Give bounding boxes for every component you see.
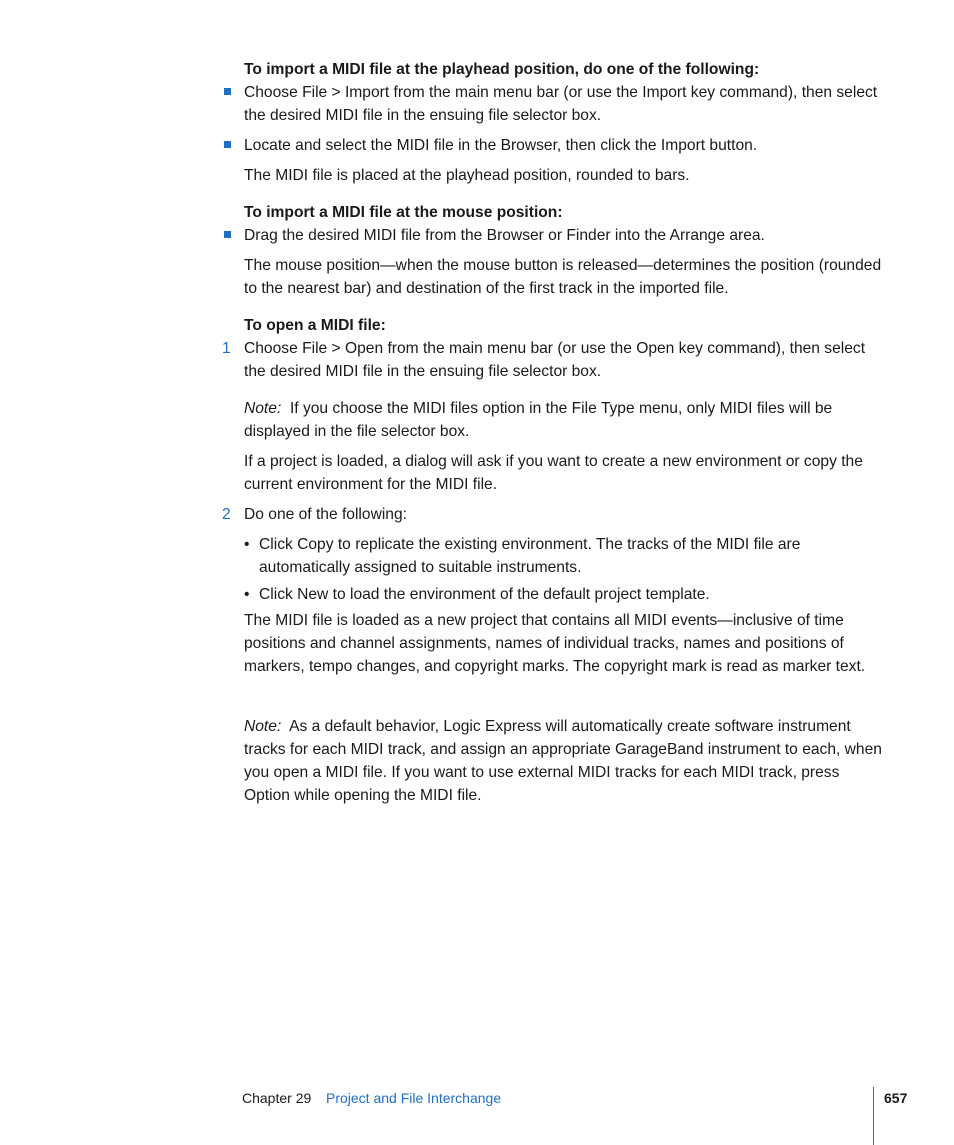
- note-text: As a default behavior, Logic Express will automatically create software instrument tracks for each MIDI track, and assign an appropriate GarageBand instrument to each, when you open a MIDI file. If you want to use external MIDI tracks for each MIDI track, press Option while opening the MIDI file.: [244, 718, 882, 804]
- step-number: 2: [222, 506, 231, 523]
- footer-chapter-title: Project and File Interchange: [326, 1090, 502, 1106]
- sub-bullet-dot: •: [244, 536, 250, 553]
- step-number: 1: [222, 340, 231, 357]
- list-item: Drag the desired MIDI file from the Browser or Finder into the Arrange area.: [244, 227, 765, 244]
- bullet-square-icon: [224, 88, 231, 95]
- page-number: 657: [884, 1090, 908, 1106]
- bullet-square-icon: [224, 231, 231, 238]
- sub-list-item: Click Copy to replicate the existing environment. The tracks of the MIDI file are automatically assigned to suitable instruments.: [259, 536, 801, 576]
- note-label: Note:: [244, 718, 282, 735]
- footer-divider: [873, 1087, 874, 1145]
- loaded-text: The MIDI file is loaded as a new project that contains all MIDI events—inclusive of time positions and channel assignments, names of individual tracks, names and positions of markers, tempo changes, and copyright marks. The copyright mark is read as marker text.: [244, 612, 866, 675]
- result-text: The mouse position—when the mouse button is released—determines the position (rounded to the nearest bar) and destination of the first track in the imported file.: [244, 257, 882, 297]
- bullet-square-icon: [224, 141, 231, 148]
- heading-import-playhead: To import a MIDI file at the playhead position, do one of the following:: [244, 61, 760, 78]
- list-item: Choose File > Import from the main menu bar (or use the Import key command), then select the desired MIDI file in the ensuing file selector box.: [244, 84, 878, 124]
- sub-list-item: Click New to load the environment of the default project template.: [259, 586, 710, 603]
- step-text: Do one of the following:: [244, 506, 407, 523]
- note-text: If you choose the MIDI files option in the File Type menu, only MIDI files will be displayed in the file selector box.: [244, 400, 833, 440]
- note-paragraph: [244, 397, 884, 443]
- heading-import-mouse: To import a MIDI file at the mouse position:: [244, 204, 563, 221]
- result-text: The MIDI file is placed at the playhead position, rounded to bars.: [244, 167, 690, 184]
- step-text: Choose File > Open from the main menu bar (or use the Open key command), then select the desired MIDI file in the ensuing file selector box.: [244, 340, 866, 380]
- footer-chapter: Chapter 29: [242, 1090, 312, 1106]
- note-label: Note:: [244, 400, 282, 417]
- list-item: Locate and select the MIDI file in the Browser, then click the Import button.: [244, 137, 758, 154]
- heading-open-midi: To open a MIDI file:: [244, 317, 386, 334]
- note-paragraph: [244, 715, 884, 807]
- dialog-text: If a project is loaded, a dialog will ask if you want to create a new environment or copy the current environment for the MIDI file.: [244, 453, 863, 493]
- sub-bullet-dot: •: [244, 586, 250, 603]
